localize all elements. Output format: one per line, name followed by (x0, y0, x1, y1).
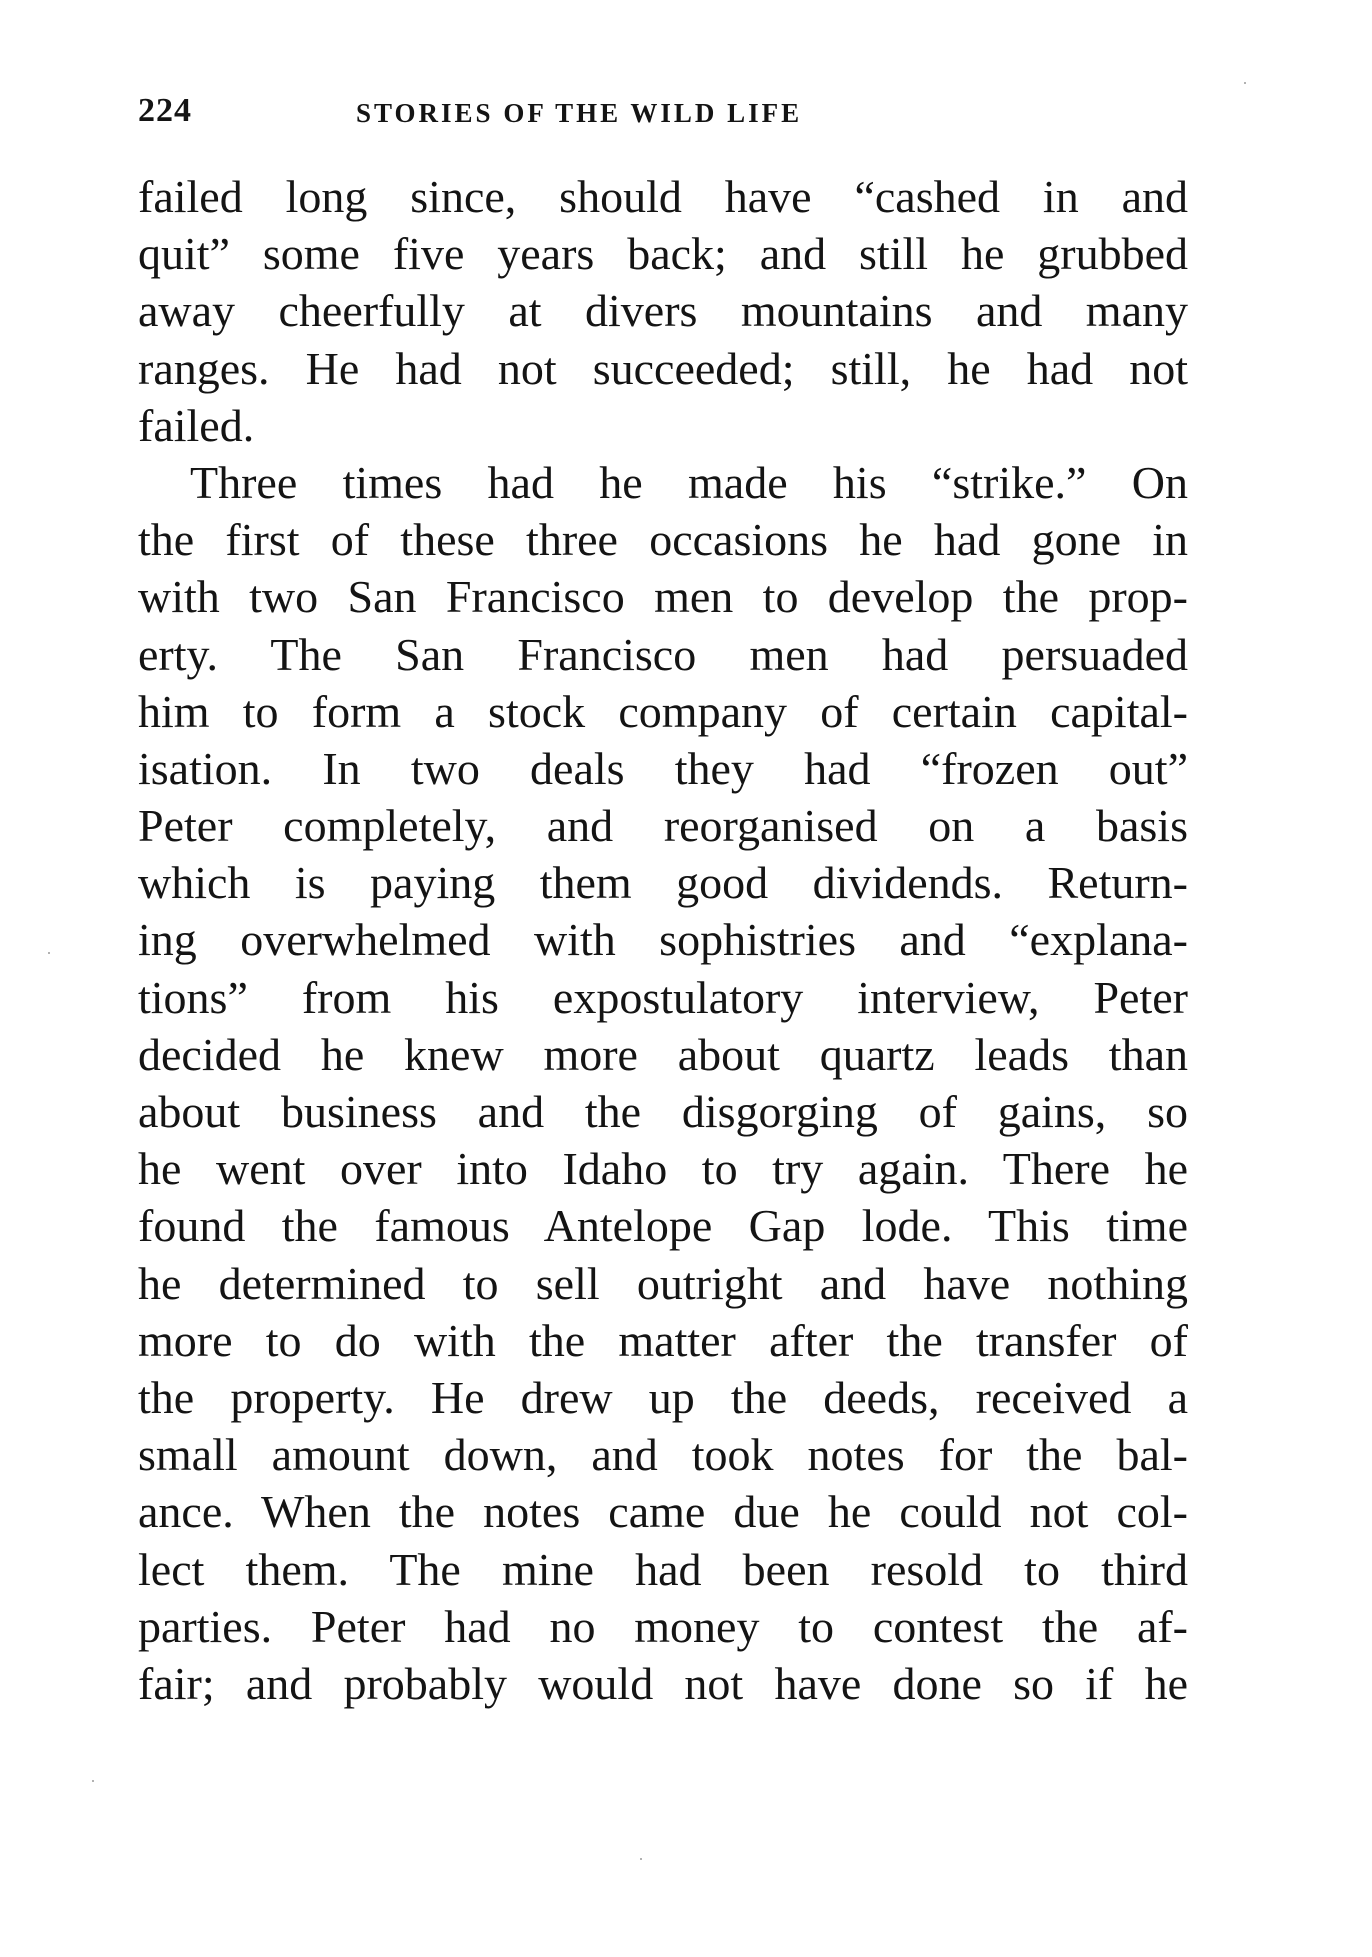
text-line: ranges. He had not succeeded; still, he had not (138, 342, 1188, 394)
text-line: him to form a stock company of certain capital- (138, 685, 1188, 737)
text-line: Peter completely, and reorganised on a basis (138, 800, 1188, 852)
text-line: small amount down, and took notes for the bal- (138, 1429, 1188, 1481)
scan-speck (92, 1780, 94, 1782)
text-line: more to do with the matter after the transfer of (138, 1314, 1188, 1366)
scan-speck (48, 952, 50, 954)
text-line: fair; and probably would not have done so if he (138, 1657, 1188, 1709)
text-line: ance. When the notes came due he could not col- (138, 1486, 1188, 1538)
text-line: he determined to sell outright and have nothing (138, 1257, 1188, 1309)
text-line: tions” from his expostulatory interview, Peter (138, 971, 1188, 1023)
text-line: about business and the disgorging of gains, so (138, 1086, 1188, 1137)
text-line: ing overwhelmed with sophistries and “explana- (138, 914, 1188, 966)
text-line: he went over into Idaho to try again. There he (138, 1143, 1188, 1195)
text-line: away cheerfully at divers mountains and many (138, 285, 1188, 337)
text-line: Three times had he made his “strike.” On (190, 456, 1188, 508)
text-line: which is paying them good dividends. Return- (138, 857, 1188, 909)
text-line: with two San Francisco men to develop the prop- (138, 571, 1188, 623)
text-line: erty. The San Francisco men had persuaded (138, 628, 1188, 680)
scan-speck (640, 1858, 642, 1860)
text-line: the first of these three occasions he had gone in (138, 514, 1188, 566)
running-head: STORIES OF THE WILD LIFE (356, 98, 803, 128)
text-line: decided he knew more about quartz leads than (138, 1028, 1188, 1080)
text-line: lect them. The mine had been resold to third (138, 1543, 1188, 1595)
text-line: isation. In two deals they had “frozen out” (138, 742, 1188, 794)
page-number: 224 (138, 92, 192, 129)
body-text (138, 168, 1188, 1712)
text-line: failed. (138, 399, 255, 451)
text-line: parties. Peter had no money to contest the af- (138, 1600, 1188, 1652)
text-line: quit” some five years back; and still he grubbed (138, 228, 1188, 280)
text-line: failed long since, should have “cashed in and (138, 171, 1188, 222)
scan-speck (1244, 82, 1246, 84)
page-header (138, 92, 1186, 142)
text-line: found the famous Antelope Gap lode. This time (138, 1200, 1188, 1252)
text-line: the property. He drew up the deeds, received a (138, 1371, 1188, 1423)
